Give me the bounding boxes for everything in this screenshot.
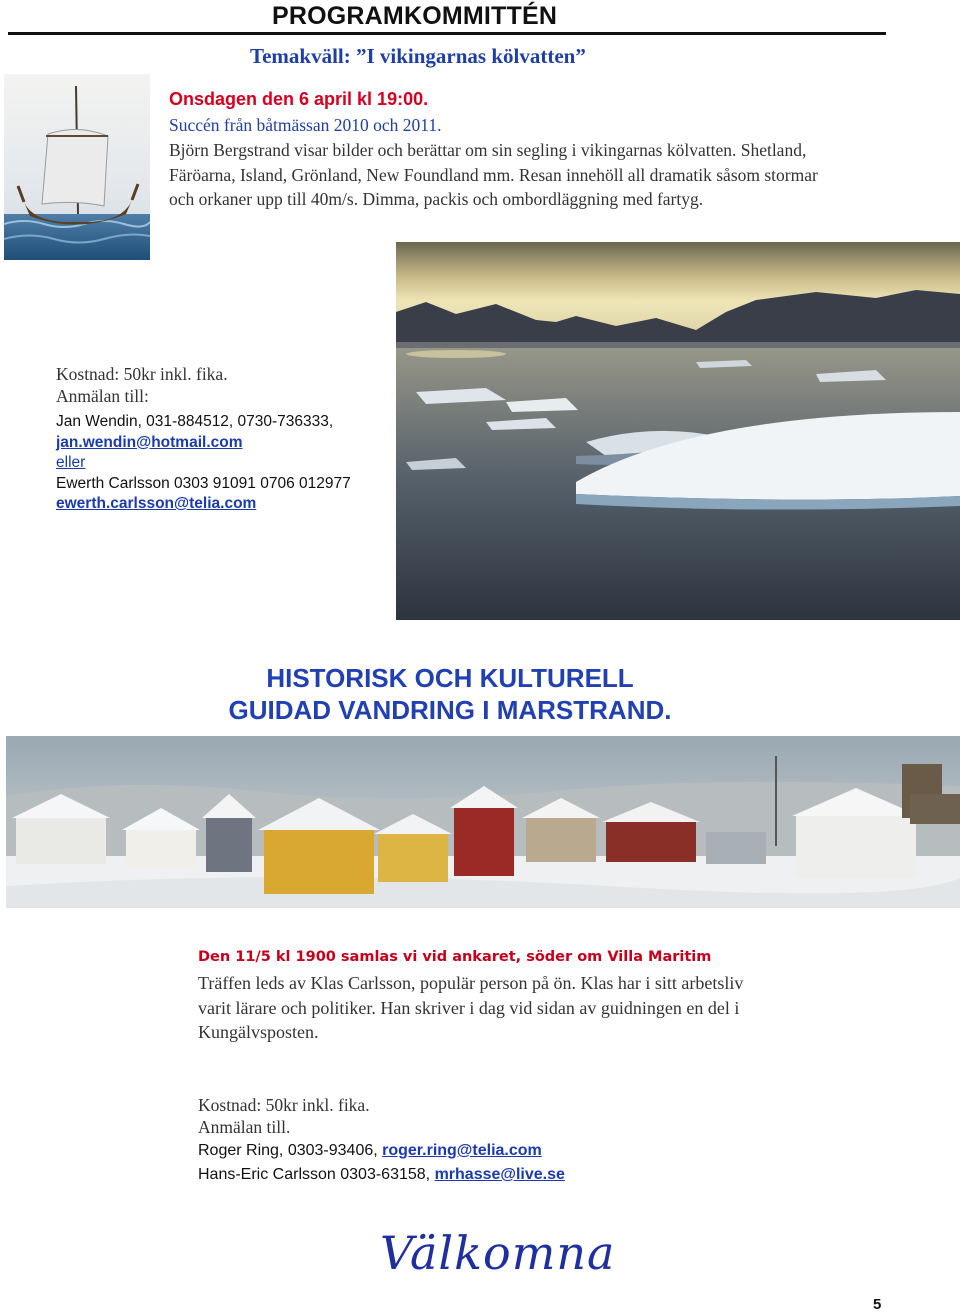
- arctic-ice-photo: [396, 242, 960, 620]
- cost-text: Kostnad: 50kr inkl. fika.: [56, 364, 228, 384]
- signup-label: Anmälan till:: [56, 386, 149, 406]
- contact-line: Ewerth Carlsson 0303 91091 0706 012977: [56, 474, 351, 492]
- or-text: eller: [56, 454, 86, 471]
- email-link[interactable]: mrhasse@live.se: [434, 1166, 565, 1183]
- welcome-text: Välkomna: [380, 1226, 616, 1280]
- signup-label: Anmälan till.: [198, 1117, 291, 1137]
- event-date: Onsdagen den 6 april kl 19:00.: [169, 89, 429, 109]
- contact-line: Hans-Eric Carlsson 0303-63158,: [198, 1166, 435, 1183]
- theme-evening-title: Temakväll: ”I vikingarnas kölvatten”: [250, 44, 586, 68]
- walk-date: Den 11/5 kl 1900 samlas vi vid ankaret, söder om Villa Maritim: [198, 949, 712, 965]
- email-link[interactable]: ewerth.carlsson@telia.com: [56, 495, 257, 512]
- email-link[interactable]: roger.ring@telia.com: [382, 1142, 542, 1159]
- title-line: GUIDAD VANDRING I MARSTRAND.: [228, 695, 672, 725]
- walk-description: Träffen leds av Klas Carlsson, populär person på ön. Klas har i sitt arbetsliv varit lärare och politiker. Han skriver i dag vid sidan av guidningen en del i Kungälvsposten.: [198, 973, 744, 1042]
- guided-walk-title: [0, 662, 900, 726]
- marstrand-village-photo: [6, 736, 960, 908]
- page-number: 5: [873, 1296, 882, 1313]
- contact-block-1: [56, 412, 351, 515]
- contact-block-2: [198, 1139, 565, 1187]
- event-description: Björn Bergstrand visar bilder och berättar om sin segling i vikingarnas kölvatten. Shetland, Färöarna, Island, Grönland, New Foundland mm. Resan innehöll all dramatik såsom stormar och orkaner upp till 40m/s. Dimma, packis och ombordläggning med fartyg.: [169, 140, 818, 209]
- walk-cost-and-signup: [198, 1094, 370, 1138]
- event-subtitle: Succén från båtmässan 2010 och 2011.: [169, 115, 442, 135]
- cost-text: Kostnad: 50kr inkl. fika.: [198, 1095, 370, 1115]
- viking-ship-photo: [4, 74, 150, 260]
- cost-and-signup: [56, 363, 228, 407]
- contact-line: Jan Wendin, 031-884512, 0730-736333,: [56, 413, 334, 430]
- contact-line: Roger Ring, 0303-93406,: [198, 1142, 383, 1159]
- header-divider: [8, 32, 886, 35]
- section-title: PROGRAMKOMMITTÉN: [272, 2, 558, 30]
- email-link[interactable]: jan.wendin@hotmail.com: [56, 433, 243, 451]
- title-line: HISTORISK OCH KULTURELL: [266, 663, 634, 693]
